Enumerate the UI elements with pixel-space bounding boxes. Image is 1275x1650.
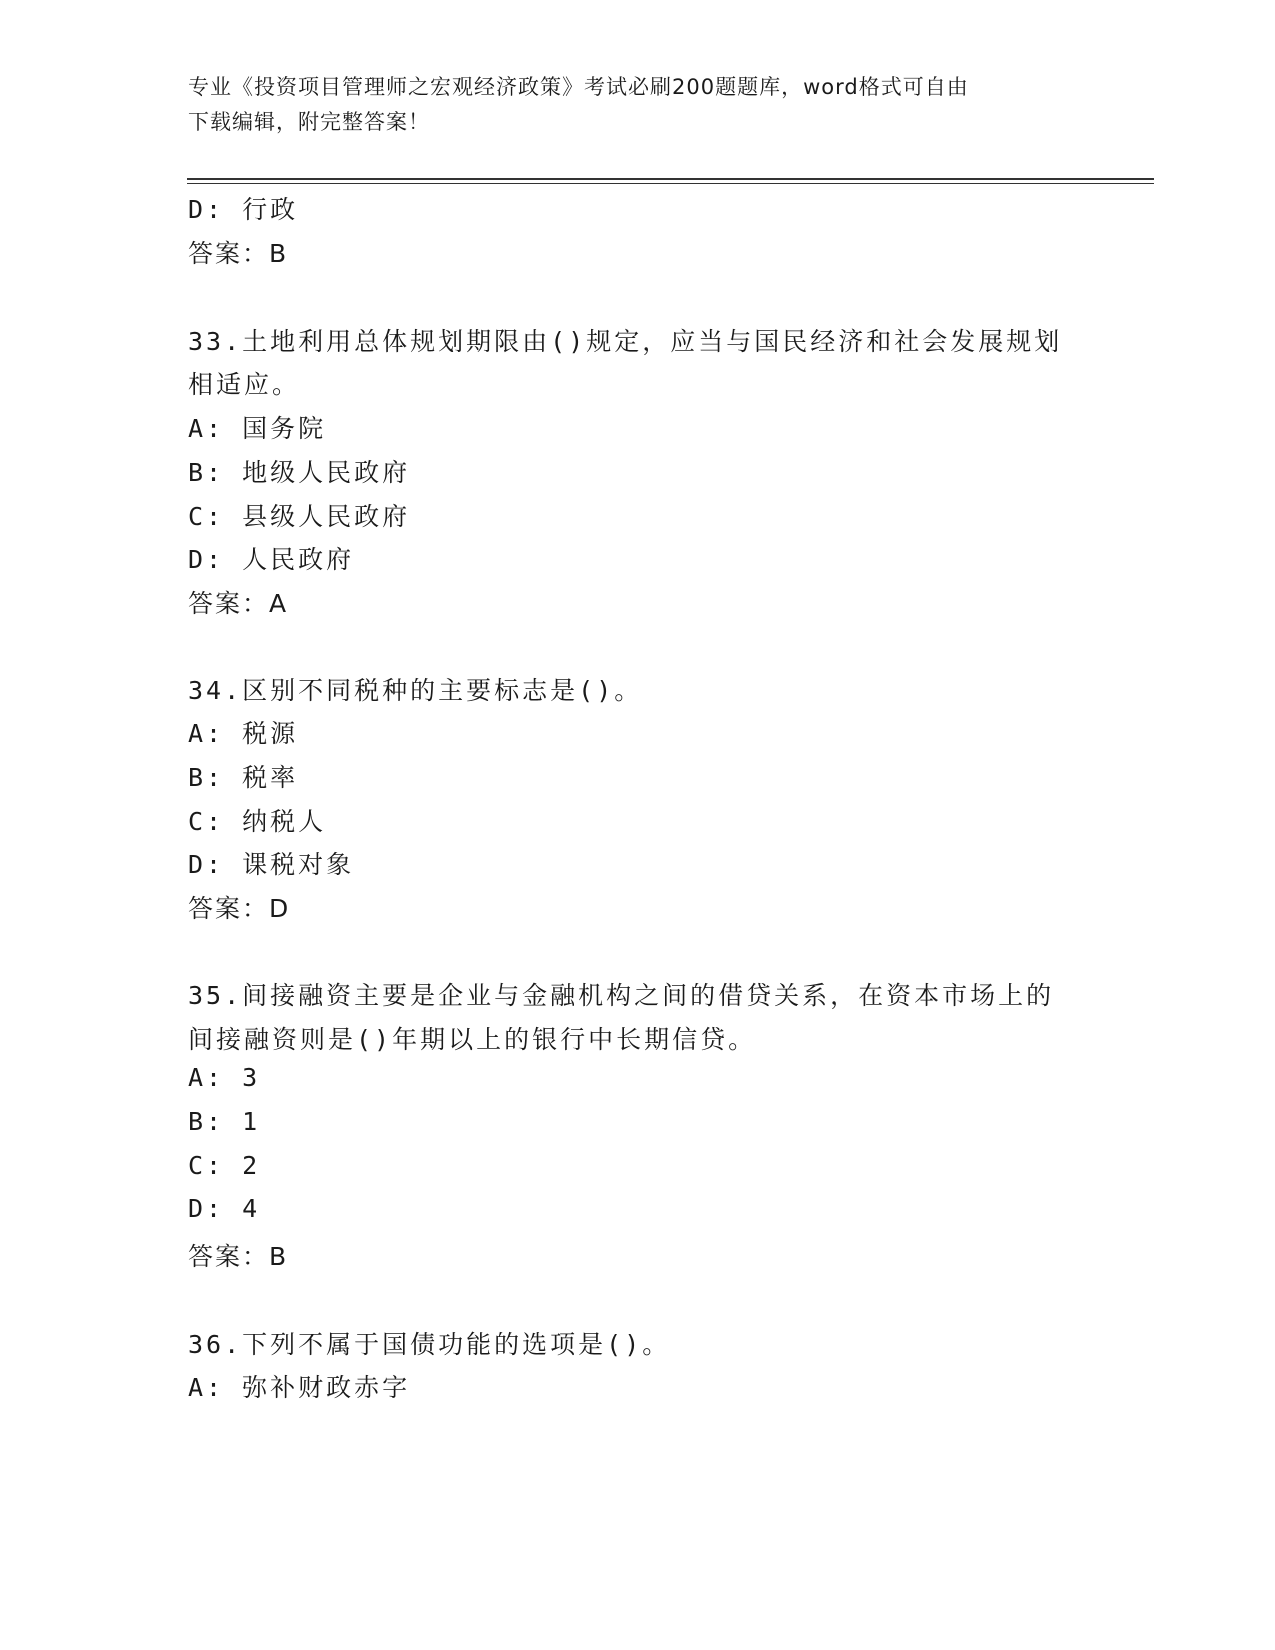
question-35-stem-line-1: 35.间接融资主要是企业与金融机构之间的借贷关系，在资本市场上的 (188, 981, 1055, 1010)
question-33-option-a: A: 国务院 (188, 414, 327, 443)
question-33-stem-line-2: 相适应。 (188, 370, 301, 399)
question-33-option-c: C: 县级人民政府 (188, 502, 411, 531)
question-33-stem-line-1: 33.土地利用总体规划期限由()规定，应当与国民经济和社会发展规划 (188, 327, 1063, 356)
header-line-2: 下载编辑，附完整答案！ (188, 110, 430, 134)
question-35-option-b: B: 1 (188, 1107, 261, 1136)
header-line-1: 专业《投资项目管理师之宏观经济政策》考试必刷200题题库，word格式可自由 (188, 75, 969, 99)
question-36-option-a: A: 弥补财政赤字 (188, 1373, 411, 1402)
question-34-option-d: D: 课税对象 (188, 850, 355, 879)
answer-label: 答案：B (188, 239, 289, 268)
question-35-option-c: C: 2 (188, 1151, 261, 1180)
question-36-stem-line-1: 36.下列不属于国债功能的选项是()。 (188, 1330, 671, 1359)
question-34-option-a: A: 税源 (188, 719, 299, 748)
question-35-answer: 答案：B (188, 1242, 289, 1271)
question-34-option-c: C: 纳税人 (188, 807, 327, 836)
option-d: D: 行政 (188, 195, 299, 224)
question-33-option-d: D: 人民政府 (188, 545, 355, 574)
header-divider-thin (187, 183, 1154, 184)
question-35-stem-line-2: 间接融资则是()年期以上的银行中长期信贷。 (188, 1025, 757, 1054)
document-header (188, 70, 1088, 140)
header-divider-thick (187, 178, 1154, 180)
question-34-stem-line-1: 34.区别不同税种的主要标志是()。 (188, 676, 643, 705)
question-35-option-a: A: 3 (188, 1063, 261, 1092)
question-34-option-b: B: 税率 (188, 763, 299, 792)
question-35-option-d: D: 4 (188, 1194, 261, 1223)
question-33-answer: 答案：A (188, 589, 289, 618)
question-34-answer: 答案：D (188, 894, 291, 923)
question-33-option-b: B: 地级人民政府 (188, 458, 411, 487)
